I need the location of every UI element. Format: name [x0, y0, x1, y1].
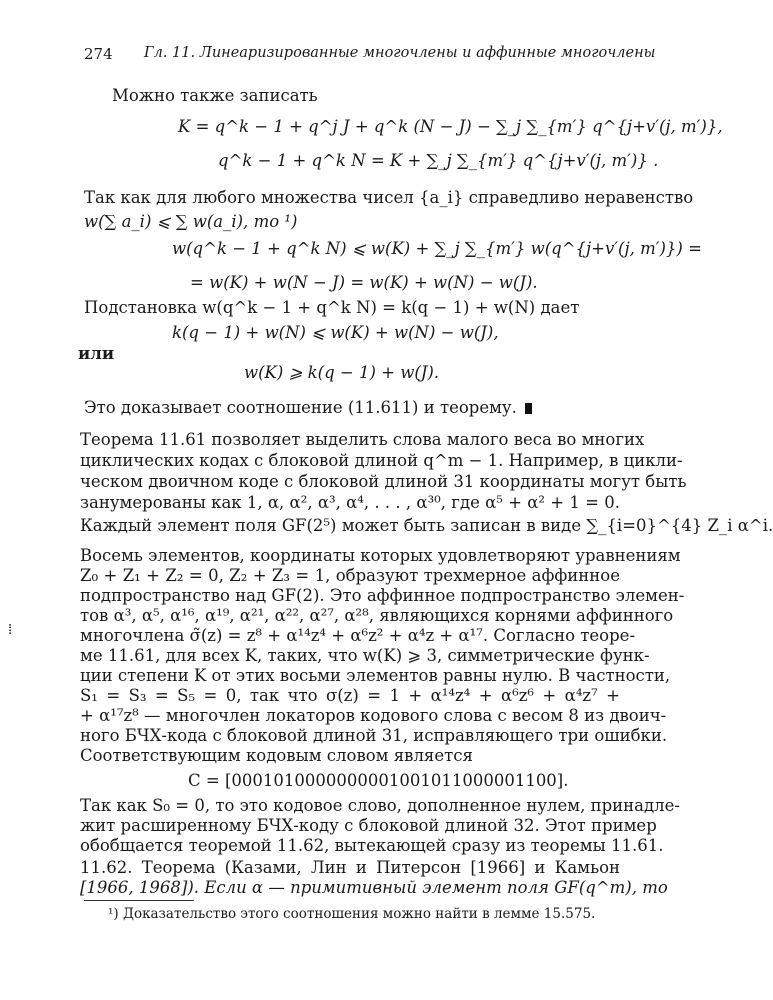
- paragraph-line: циклических кодах с блоковой длиной q^m − 1. Например, в цикли-: [80, 451, 683, 470]
- codeword: C = [0001010000000001001011000001100].: [188, 771, 569, 790]
- paragraph-line: жит расширенному БЧХ-коду с блоковой длиной 32. Этот пример: [80, 816, 657, 835]
- paragraph-line: ческом двоичном коде с блоковой длиной 31 координаты могут быть: [80, 472, 687, 491]
- paragraph-line: ного БЧХ-кода с блоковой длиной 31, исправляющего три ошибки.: [80, 726, 668, 745]
- paragraph-line: Так как S₀ = 0, то это кодовое слово, дополненное нулем, принадле-: [80, 796, 680, 815]
- qed-square-icon: [525, 403, 532, 414]
- paragraph-line: Соответствующим кодовым словом является: [80, 746, 473, 765]
- text-line: w(∑ a_i) ⩽ ∑ w(a_i), то ¹): [84, 212, 298, 231]
- paragraph-line: Восемь элементов, координаты которых удовлетворяют уравнениям: [80, 546, 681, 565]
- footnote: ¹) Доказательство этого соотношения можно найти в лемме 15.575.: [108, 906, 596, 922]
- text-line: Можно также записать: [112, 86, 318, 105]
- footnote-rule: [84, 900, 194, 901]
- paragraph-line: Z₀ + Z₁ + Z₂ = 0, Z₂ + Z₃ = 1, образуют трехмерное аффинное: [80, 566, 620, 585]
- paragraph-line: Каждый элемент поля GF(2⁵) может быть записан в виде ∑_{i=0}^{4} Z_i α^i.: [80, 516, 773, 535]
- equation: w(K) ⩾ k(q − 1) + w(J).: [244, 363, 440, 382]
- paragraph-line: ции степени K от этих восьми элементов равны нулю. В частности,: [80, 666, 671, 685]
- equation: q^k − 1 + q^k N = K + ∑_j ∑_{m′} q^{j+v′(j, m′)} .: [218, 151, 659, 170]
- theorem-statement: [1966, 1968]). Если α — примитивный элемент поля GF(q^m), то: [80, 878, 668, 897]
- paragraph-line: обобщается теоремой 11.62, вытекающей сразу из теоремы 11.61.: [80, 836, 664, 855]
- paragraph-line: многочлена σ̃(z) = z⁸ + α¹⁴z⁴ + α⁶z² + α⁴z + α¹⁷. Согласно теоре-: [80, 626, 636, 645]
- text-line: или: [78, 344, 115, 363]
- paragraph-line: S₁ = S₃ = S₅ = 0, так что σ(z) = 1 + α¹⁴z⁴ + α⁶z⁶ + α⁴z⁷ +: [80, 686, 620, 705]
- equation: = w(K) + w(N − J) = w(K) + w(N) − w(J).: [190, 273, 538, 292]
- theorem-heading: 11.62. Теорема (Казами, Лин и Питерсон [1966] и Камьон: [80, 858, 620, 877]
- equation: w(q^k − 1 + q^k N) ⩽ w(K) + ∑_j ∑_{m′} w(q^{j+v′(j, m′)}) =: [172, 239, 702, 258]
- paragraph-line: ме 11.61, для всех K, таких, что w(K) ⩾ 3, симметрические функ-: [80, 646, 650, 665]
- paragraph-line: + α¹⁷z⁸ — многочлен локаторов кодового слова с весом 8 из двоич-: [80, 706, 667, 725]
- paragraph-line: тов α³, α⁵, α¹⁶, α¹⁹, α²¹, α²², α²⁷, α²⁸, являющихся корнями аффинного: [80, 606, 674, 625]
- equation: K = q^k − 1 + q^j J + q^k (N − J) − ∑_j ∑_{m′} q^{j+v′(j, m′)},: [178, 117, 723, 136]
- paragraph-line: Теорема 11.61 позволяет выделить слова малого веса во многих: [80, 430, 645, 449]
- margin-mark: ⁞: [8, 620, 13, 638]
- paragraph-line: подпространство над GF(2). Это аффинное подпространство элемен-: [80, 586, 685, 605]
- qed-sentence: Это доказывает соотношение (11.611) и теорему.: [84, 398, 517, 417]
- page-number: 274: [84, 45, 113, 63]
- text-line: Подстановка w(q^k − 1 + q^k N) = k(q − 1) + w(N) дает: [84, 298, 580, 317]
- equation: k(q − 1) + w(N) ⩽ w(K) + w(N) − w(J),: [172, 323, 499, 342]
- text-line: Так как для любого множества чисел {a_i} справедливо неравенство: [84, 188, 694, 207]
- running-title: Гл. 11. Линеаризированные многочлены и аффинные многочлены: [144, 45, 656, 61]
- paragraph-line: занумерованы как 1, α, α², α³, α⁴, . . . , α³⁰, где α⁵ + α² + 1 = 0.: [80, 493, 620, 512]
- text-line: [84, 398, 532, 418]
